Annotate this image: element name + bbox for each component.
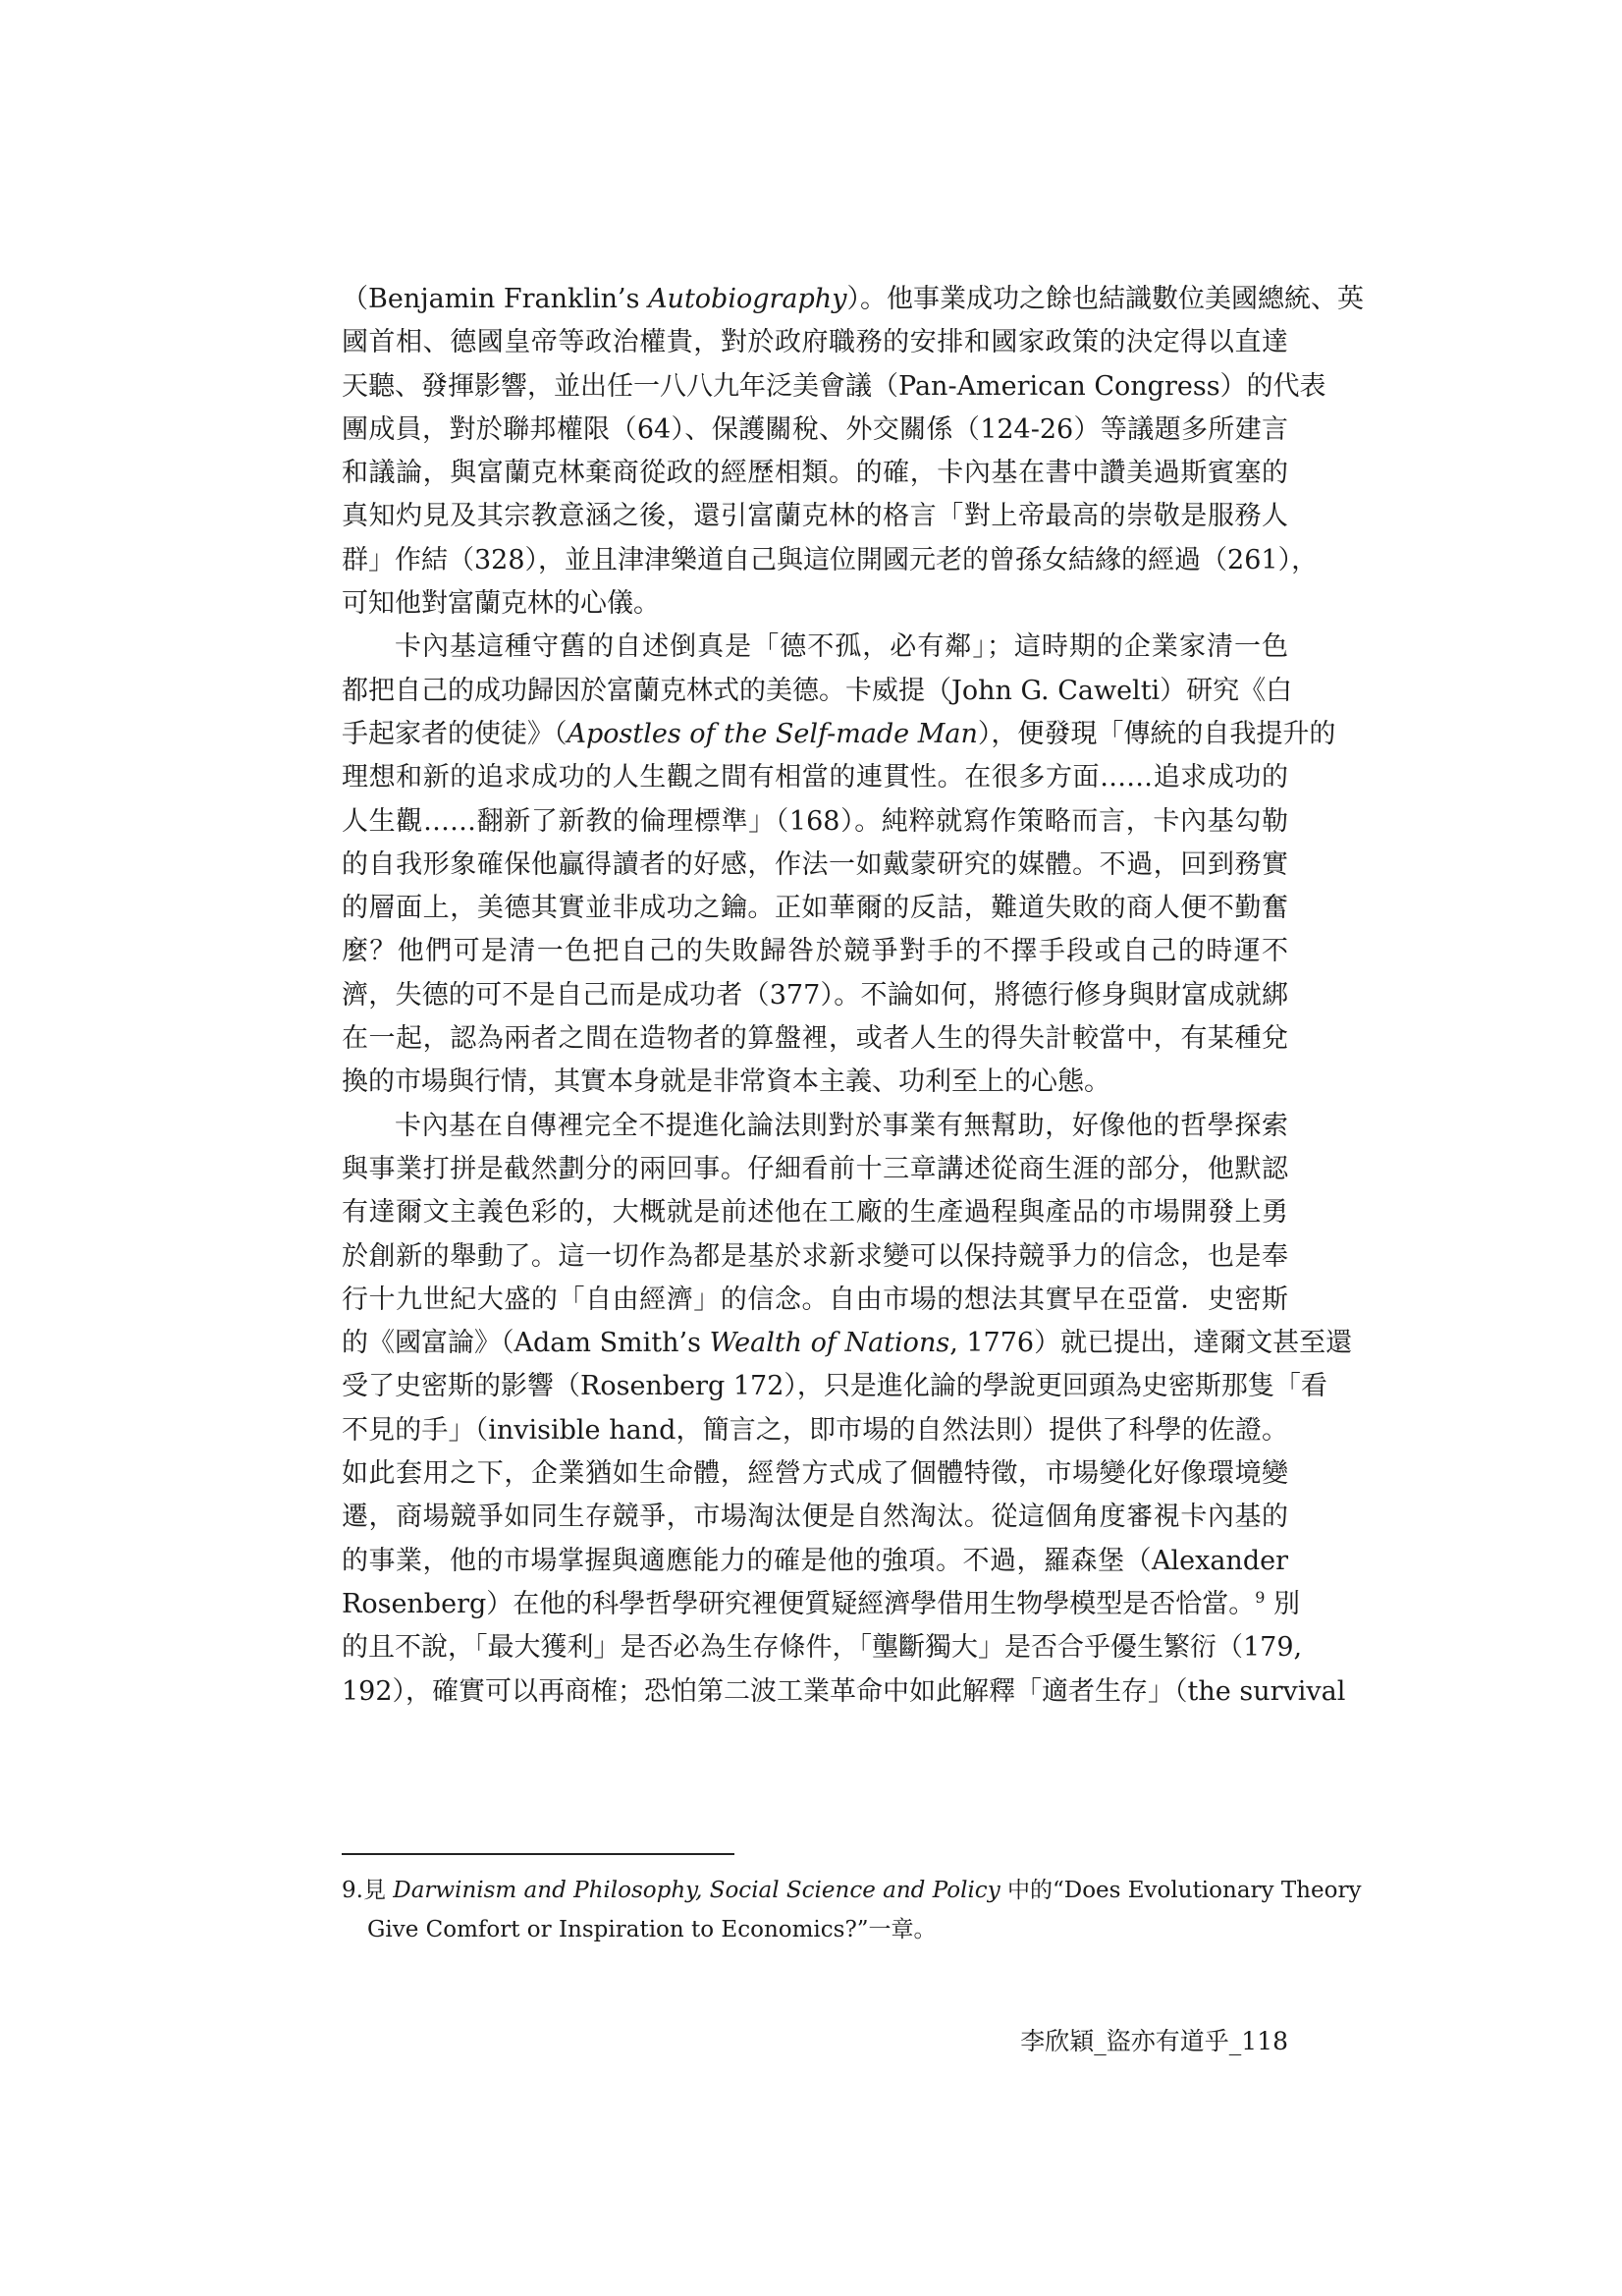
footnote-divider — [342, 1853, 734, 1855]
body-text — [342, 278, 1364, 1714]
body-line: 可知他對富蘭克林的心儀。 — [342, 588, 660, 620]
body-line: 都把自己的成功歸因於富蘭克林式的美德。卡威提（John G. Cawelti）研究《白 — [342, 675, 1293, 706]
body-line: 的層面上，美德其實並非成功之鑰。正如華爾的反詰，難道失敗的商人便不勤奮 — [342, 893, 1288, 924]
body-line: 卡內基這種守舊的自述倒真是「德不孤，必有鄰」；這時期的企業家清一色 — [395, 631, 1288, 663]
body-line: 不見的手」（invisible hand，簡言之，即市場的自然法則）提供了科學的佐證。 — [342, 1414, 1288, 1446]
body-line: Rosenberg）在他的科學哲學研究裡便質疑經濟學借用生物學模型是否恰當。$^9$ 別 — [342, 1587, 1301, 1619]
body-line: 如此套用之下，企業猶如生命體，經營方式成了個體特徵，市場變化好像環境變 — [342, 1458, 1288, 1490]
body-line: 的事業，他的市場掌握與適應能力的確是他的強項。不過，羅森堡（Alexander — [342, 1545, 1288, 1576]
footnote-marker: 9 — [1255, 1587, 1266, 1607]
book-title: Wealth of Nations — [709, 1328, 950, 1359]
footnote-line: Give Comfort or Inspiration to Economics?”一章。 — [367, 1917, 937, 1942]
body-line: 換的市場與行情，其實本身就是非常資本主義、功利至上的心態。 — [342, 1066, 1110, 1098]
page-footer: 李欣穎_盜亦有道乎_118 — [1020, 2027, 1288, 2055]
body-line: 受了史密斯的影響（Rosenberg 172），只是進化論的學說更回頭為史密斯那隻「看 — [342, 1371, 1327, 1402]
body-line: 真知灼見及其宗教意涵之後，還引富蘭克林的格言「對上帝最高的崇敬是服務人 — [342, 501, 1288, 532]
body-line: 的自我形象確保他贏得讀者的好感，作法一如戴蒙研究的媒體。不過，回到務實 — [342, 848, 1288, 880]
body-line: 遷，商場競爭如同生存競爭，市場淘汰便是自然淘汰。從這個角度審視卡內基的 — [342, 1502, 1288, 1533]
book-title: Autobiography — [648, 284, 847, 314]
body-line: 於創新的舉動了。這一切作為都是基於求新求變可以保持競爭力的信念，也是奉 — [342, 1240, 1288, 1272]
body-line: 有達爾文主義色彩的，大概就是前述他在工廠的生產過程與產品的市場開發上勇 — [342, 1197, 1288, 1229]
body-line: 192），確實可以再商榷；恐怕第二波工業革命中如此解釋「適者生存」（the survival — [342, 1675, 1346, 1707]
body-line: 與事業打拼是截然劃分的兩回事。仔細看前十三章講述從商生涯的部分，他默認 — [342, 1153, 1288, 1184]
book-title: Apostles of the Self-made Man — [567, 718, 978, 749]
footnote-line: 9.見 Darwinism and Philosophy, Social Science and Policy 中的“Does Evolutionary Theory — [342, 1878, 1362, 1903]
book-title: Darwinism and Philosophy, Social Science and Policy — [393, 1878, 1000, 1903]
body-line: 理想和新的追求成功的人生觀之間有相當的連貫性。在很多方面……追求成功的 — [342, 762, 1288, 793]
body-line: 濟，失德的可不是自己而是成功者（377）。不論如何，將德行修身與財富成就綁 — [342, 979, 1288, 1011]
body-line: 和議論，與富蘭克林棄商從政的經歷相類。的確，卡內基在書中讚美過斯賓塞的 — [342, 458, 1288, 489]
body-line: 國首相、德國皇帝等政治權貴，對於政府職務的安排和國家政策的決定得以直達 — [342, 327, 1288, 358]
body-line: 團成員，對於聯邦權限（64）、保護關稅、外交關係（124-26）等議題多所建言 — [342, 413, 1288, 445]
body-line: 行十九世紀大盛的「自由經濟」的信念。自由市場的想法其實早在亞當．史密斯 — [342, 1284, 1288, 1315]
footnote — [342, 1871, 1362, 1949]
body-line: 手起家者的使徒》（Apostles of the Self-made Man），便發現「傳統的自我提升的 — [342, 718, 1336, 749]
body-line: 在一起，認為兩者之間在造物者的算盤裡，或者人生的得失計較當中，有某種兌 — [342, 1023, 1288, 1055]
body-line: 人生觀……翻新了新教的倫理標準」（168）。純粹就寫作策略而言，卡內基勾勒 — [342, 805, 1288, 837]
body-line: 群」作結（328），並且津津樂道自己與這位開國元老的曾孫女結緣的經過（261）， — [342, 544, 1319, 575]
body-line: 天聽、發揮影響，並出任一八八九年泛美會議（Pan-American Congress）的代表 — [342, 370, 1326, 402]
body-line: 麼？他們可是清一色把自己的失敗歸咎於競爭對手的不擇手段或自己的時運不 — [342, 936, 1288, 967]
body-line: 卡內基在自傳裡完全不提進化論法則對於事業有無幫助，好像他的哲學探索 — [395, 1110, 1288, 1141]
body-line: 的且不說，「最大獲利」是否必為生存條件，「壟斷獨大」是否合乎優生繁衍（179, — [342, 1632, 1303, 1664]
body-line: 的《國富論》（Adam Smith’s Wealth of Nations, 1776）就已提出，達爾文甚至還 — [342, 1328, 1353, 1359]
body-line: （Benjamin Franklin’s Autobiography）。他事業成功之餘也結識數位美國總統、英 — [342, 284, 1364, 314]
